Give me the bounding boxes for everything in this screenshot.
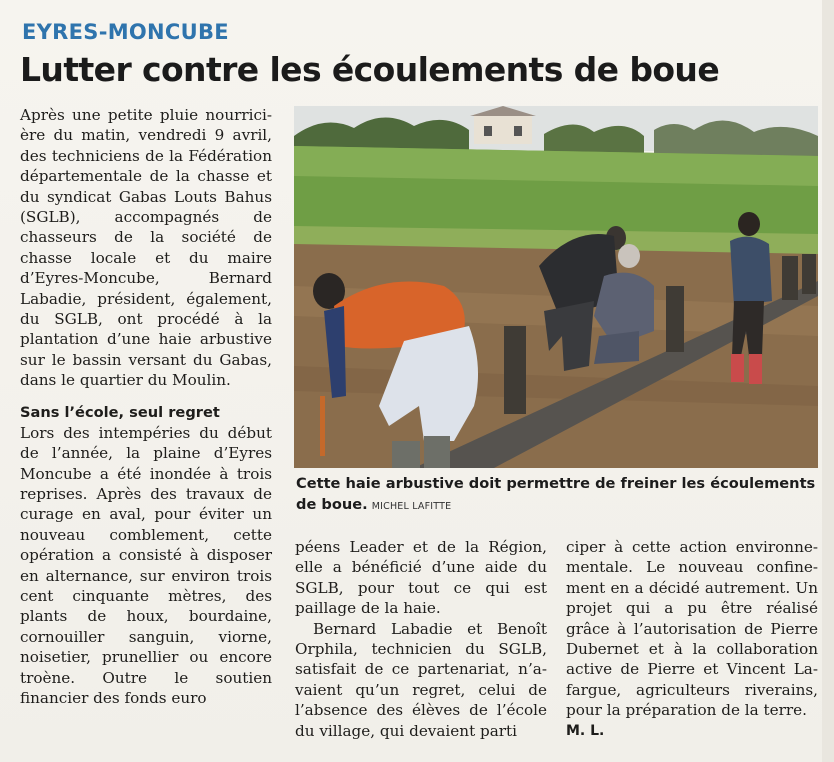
article-column-3 xyxy=(566,537,818,741)
article-column-1 xyxy=(20,105,272,708)
photo-caption-text: Cette haie arbustive doit permettre de freiner les écoulements de boue. xyxy=(296,475,816,513)
article-column-2 xyxy=(295,537,547,741)
adjacent-page-edge xyxy=(822,0,834,762)
article-subheading: Sans l’école, seul regret xyxy=(20,403,220,421)
hedge-planting-photo xyxy=(294,106,818,468)
body-paragraph-col3: ciper à cette action environnementale. Le nouveau confinement en a décidé autrement. Un projet qui a pu être réalisé grâce à l’autorisation de Pierre Dubernet et à la collaboration active de Pierre et Vincent Lafargue, agriculteurs riverains, pour la préparation de la terre. xyxy=(566,538,818,720)
body-paragraph-col2: péens Leader et de la Région, elle a bénéficié d’une aide du SGLB, pour tout ce qui est paillage de la haie. xyxy=(295,538,547,618)
article-headline: Lutter contre les écoulements de boue xyxy=(20,50,720,89)
lead-paragraph: Après une petite pluie nourricière du matin, vendredi 9 avril, des techniciens de la Fédération départementale de la chasse et du syndicat Gabas Louts Bahus (SGLB), accompagnés de chasseurs de la société de chasse locale et du maire d’Eyres-Moncube, Bernard Labadie, président, également, du SGLB, ont procédé à la plantation d’une haie arbustive sur le bassin versant du Gabas, dans le quartier du Moulin. xyxy=(20,106,272,390)
body-paragraph-col2b: Bernard Labadie et Benoît Orphila, technicien du SGLB, satisfait de ce partenariat, n’avaient qu’un regret, celui de l’absence des élèves de l’école du village, qui devaient parti xyxy=(295,619,547,740)
photo-caption xyxy=(296,473,816,517)
location-kicker: EYRES-MONCUBE xyxy=(22,20,229,44)
article-photo xyxy=(294,106,818,468)
author-signature: M. L. xyxy=(566,722,605,739)
body-paragraph-col1: Lors des intempéries du début de l’année, la plaine d’Eyres Moncube a été inondée à trois reprises. Après des travaux de curage en aval, pour éviter un nouveau comblement, cette opération a consisté à disposer en alternance, sur environ trois cent cinquante mètres, des plants de houx, bourdaine, cornouiller sanguin, viorne, noisetier, prunellier ou encore troène. Outre le soutien financier des fonds euro xyxy=(20,423,272,707)
photo-credit: MICHEL LAFITTE xyxy=(371,501,452,512)
